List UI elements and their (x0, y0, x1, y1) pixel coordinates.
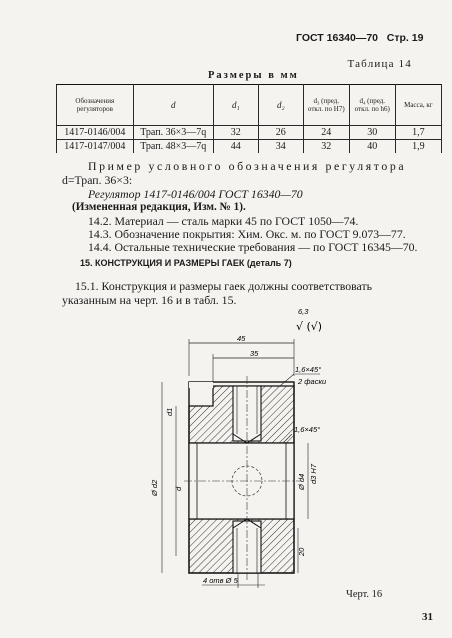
table-cell: 1,9 (395, 140, 441, 154)
dim-45: 45 (237, 334, 246, 343)
standard-number: ГОСТ 16340—70 (296, 32, 379, 44)
nut-drawing (140, 306, 340, 592)
dim-d1: d1 (165, 407, 174, 416)
chamfer-1-note: 2 фаски (298, 377, 327, 386)
col-header: d₃ (пред. откл. по Н7) (303, 85, 349, 126)
table-cell: 1417-0146/004 (57, 126, 134, 140)
dim-d3: d3 H7 (309, 463, 318, 484)
col-header: d₄ (пред. откл. по h6) (349, 85, 395, 126)
amendment-note: (Измененная редакция, Изм. № 1). (72, 201, 246, 213)
dim-20: 20 (297, 547, 306, 556)
table-cell: 44 (213, 140, 258, 154)
table-cell: 40 (349, 140, 395, 154)
table-title: Таблица 14 (347, 58, 412, 70)
header-page: Стр. 19 (386, 32, 424, 44)
dim-d4: Ø d4 (297, 473, 306, 490)
dim-d2: Ø d2 (150, 479, 159, 496)
example-designation: Регулятор 1417-0146/004 ГОСТ 16340—70 (88, 187, 303, 201)
table-cell: 30 (349, 126, 395, 140)
page-header (296, 32, 423, 44)
table-cell: 1417-0147/004 (57, 140, 134, 154)
example-line-2: d=Трап. 36×3: (62, 173, 133, 187)
table-row (57, 140, 442, 154)
roughness-symbol: √ (√) (296, 320, 323, 333)
para-15-1-line-1: 15.1. Конструкция и размеры гаек должны соответствовать (75, 279, 373, 293)
table-row (57, 126, 442, 140)
col-header: Обозначения регуляторов (57, 85, 134, 126)
dim-35: 35 (250, 349, 259, 358)
figure-caption: Черт. 16 (346, 589, 383, 600)
roughness-value: 6,3 (298, 307, 309, 316)
chamfer-2: 1,6×45° (294, 425, 321, 434)
col-header: d (133, 85, 213, 126)
dim-d: d (174, 486, 183, 491)
page-number: 31 (422, 611, 433, 623)
col-header: d₁ (213, 85, 258, 126)
table-cell: Трап. 48×3—7q (133, 140, 213, 154)
chamfer-1: 1,6×45° (295, 365, 322, 374)
section-title: 15. КОНСТРУКЦИЯ И РАЗМЕРЫ ГАЕК (деталь 7) (80, 258, 292, 268)
example-line-1: Пример условного обозначения регулятора (88, 159, 407, 173)
table-cell: Трап. 36×3—7q (133, 126, 213, 140)
table-cell: 34 (258, 140, 303, 154)
table-cell: 32 (303, 140, 349, 154)
table-header-row (57, 85, 442, 126)
item-14-4: 14.4. Остальные технические требования — по ГОСТ 16345—70. (88, 240, 418, 254)
col-header: Масса, кг (395, 85, 441, 126)
table-cell: 26 (258, 126, 303, 140)
para-15-1-line-2: указанным на черт. 16 и в табл. 15. (62, 293, 237, 307)
item-14-2: 14.2. Материал — сталь марки 45 по ГОСТ 1050—74. (88, 214, 359, 228)
table-cell: 32 (213, 126, 258, 140)
table-cell: 1,7 (395, 126, 441, 140)
table-subtitle: Размеры в мм (208, 70, 299, 81)
item-14-3: 14.3. Обозначение покрытия: Хим. Окс. м. по ГОСТ 9.073—77. (88, 227, 406, 241)
col-header: d₂ (258, 85, 303, 126)
table-cell: 24 (303, 126, 349, 140)
holes-note: 4 отв Ø 5 (203, 576, 238, 585)
table-14 (56, 84, 442, 153)
